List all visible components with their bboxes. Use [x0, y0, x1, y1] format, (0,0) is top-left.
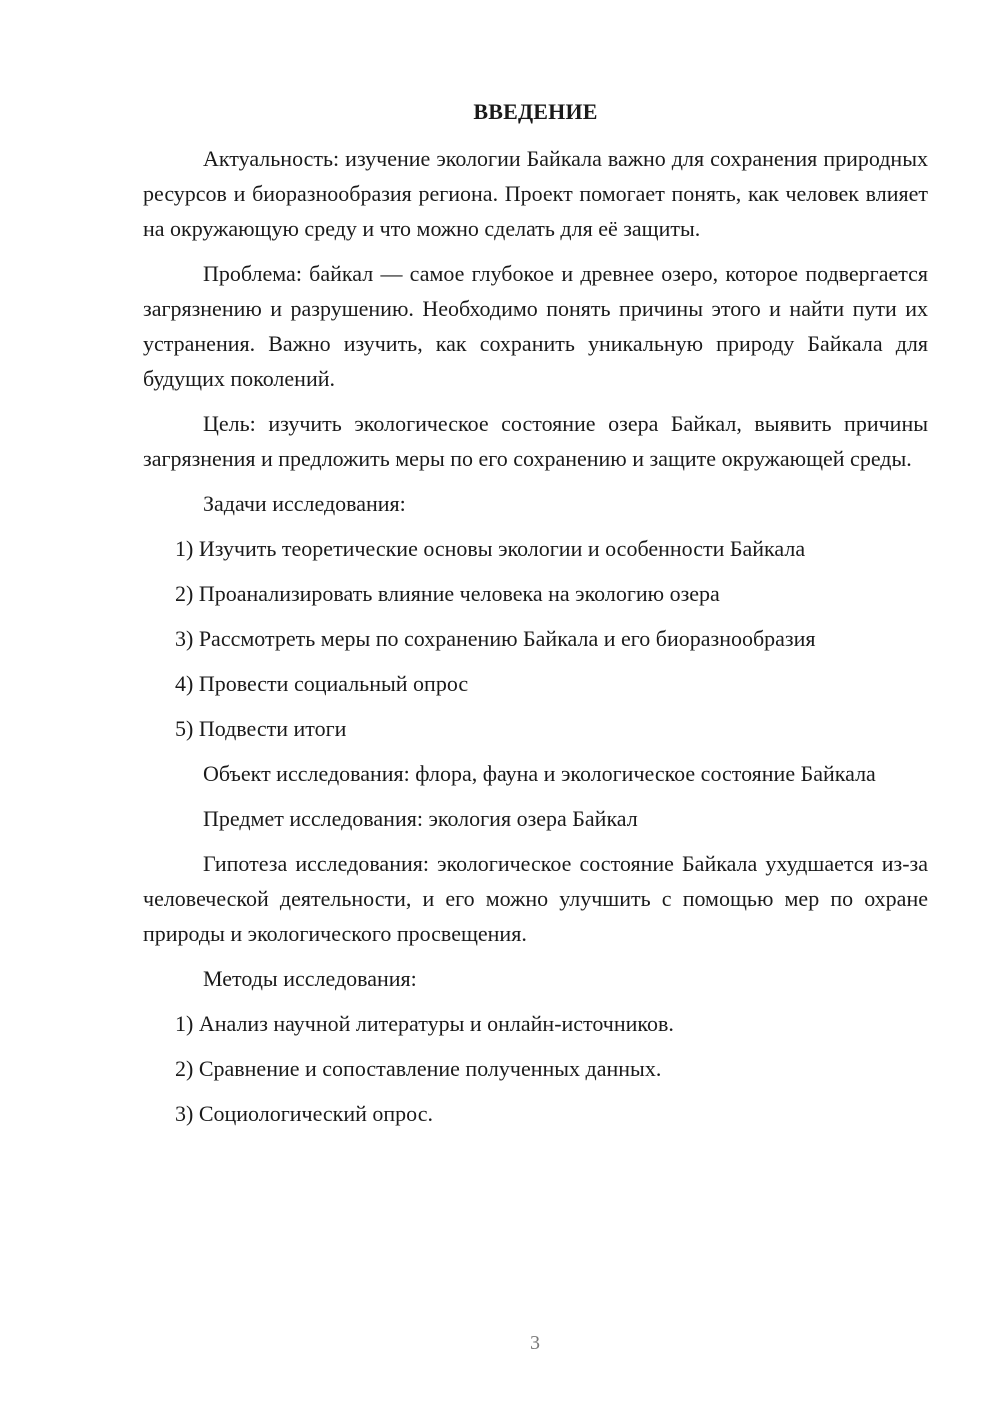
list-item: 2) Проанализировать влияние человека на экологию озера	[175, 581, 720, 606]
paragraph-relevance: Актуальность: изучение экологии Байкала важно для сохранения природных ресурсов и биоразнообразия региона. Проект помогает понять, как человек влияет на окружающую среду и что можно сделать для её защиты.	[143, 146, 928, 241]
paragraph-goal: Цель: изучить экологическое состояние озера Байкал, выявить причины загрязнения и предложить меры по его сохранению и защите окружающей среды.	[143, 411, 928, 471]
methods-list	[143, 1006, 928, 1131]
tasks-list	[143, 531, 928, 746]
list-item: 5) Подвести итоги	[175, 716, 347, 741]
paragraph-hypothesis: Гипотеза исследования: экологическое состояние Байкала ухудшается из-за человеческой деятельности, и его можно улучшить с помощью мер по охране природы и экологического просвещения.	[143, 851, 928, 946]
methods-heading: Методы исследования:	[203, 966, 417, 991]
list-item: 2) Сравнение и сопоставление полученных данных.	[175, 1056, 662, 1081]
paragraph-problem: Проблема: байкал — самое глубокое и древнее озеро, которое подвергается загрязнению и разрушению. Необходимо понять причины этого и найти пути их устранения. Важно изучить, как сохранить уникальную природу Байкала для будущих поколений.	[143, 261, 928, 391]
list-item: 3) Рассмотреть меры по сохранению Байкала и его биоразнообразия	[175, 626, 816, 651]
paragraph-object: Объект исследования: флора, фауна и экологическое состояние Байкала	[203, 761, 876, 786]
list-item: 1) Изучить теоретические основы экологии и особенности Байкала	[175, 536, 806, 561]
page-number: 3	[530, 1332, 540, 1354]
section-title: ВВЕДЕНИЕ	[473, 99, 598, 124]
tasks-heading: Задачи исследования:	[203, 491, 406, 516]
list-item: 3) Социологический опрос.	[175, 1101, 433, 1126]
list-item: 4) Провести социальный опрос	[175, 671, 469, 696]
list-item: 1) Анализ научной литературы и онлайн-источников.	[175, 1011, 674, 1036]
paragraph-subject: Предмет исследования: экология озера Байкал	[203, 806, 638, 831]
page-content	[143, 94, 928, 1141]
